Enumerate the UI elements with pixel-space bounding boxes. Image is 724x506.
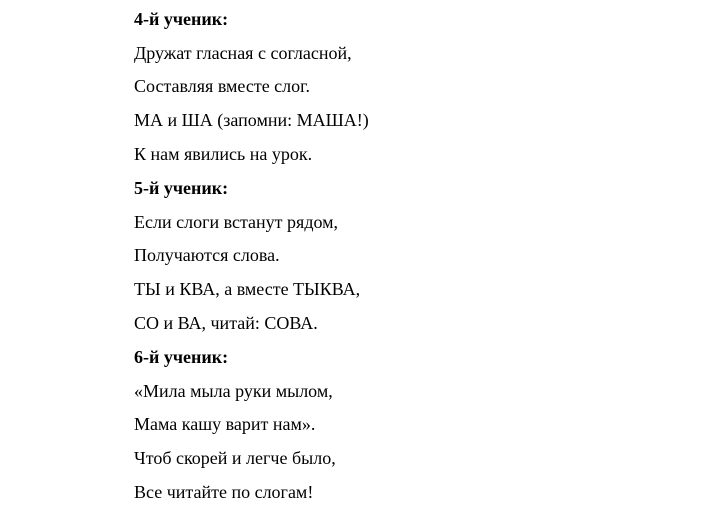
poem-line: СО и ВА, читай: СОВА. [134, 313, 318, 333]
speaker-heading: 6-й ученик: [134, 347, 229, 367]
poem-line: Получаются слова. [134, 245, 280, 265]
poem-line: Если слоги встанут рядом, [134, 212, 339, 232]
poem-line: Все читайте по слогам! [134, 482, 314, 502]
poem-line: ТЫ и КВА, а вместе ТЫКВА, [134, 279, 361, 299]
poem-line: К нам явились на урок. [134, 144, 313, 164]
poem-line: Мама кашу варит нам». [134, 414, 316, 434]
speaker-heading: 5-й ученик: [134, 178, 229, 198]
poem-line: Дружат гласная с согласной, [134, 43, 352, 63]
speaker-heading: 4-й ученик: [134, 9, 229, 29]
poem-line: Чтоб скорей и легче было, [134, 448, 336, 468]
poem-line: «Мила мыла руки мылом, [134, 381, 333, 401]
poem-line: Составляя вместе слог. [134, 76, 311, 96]
document-page [134, 0, 714, 506]
poem-line: МА и ША (запомни: МАША!) [134, 110, 369, 130]
